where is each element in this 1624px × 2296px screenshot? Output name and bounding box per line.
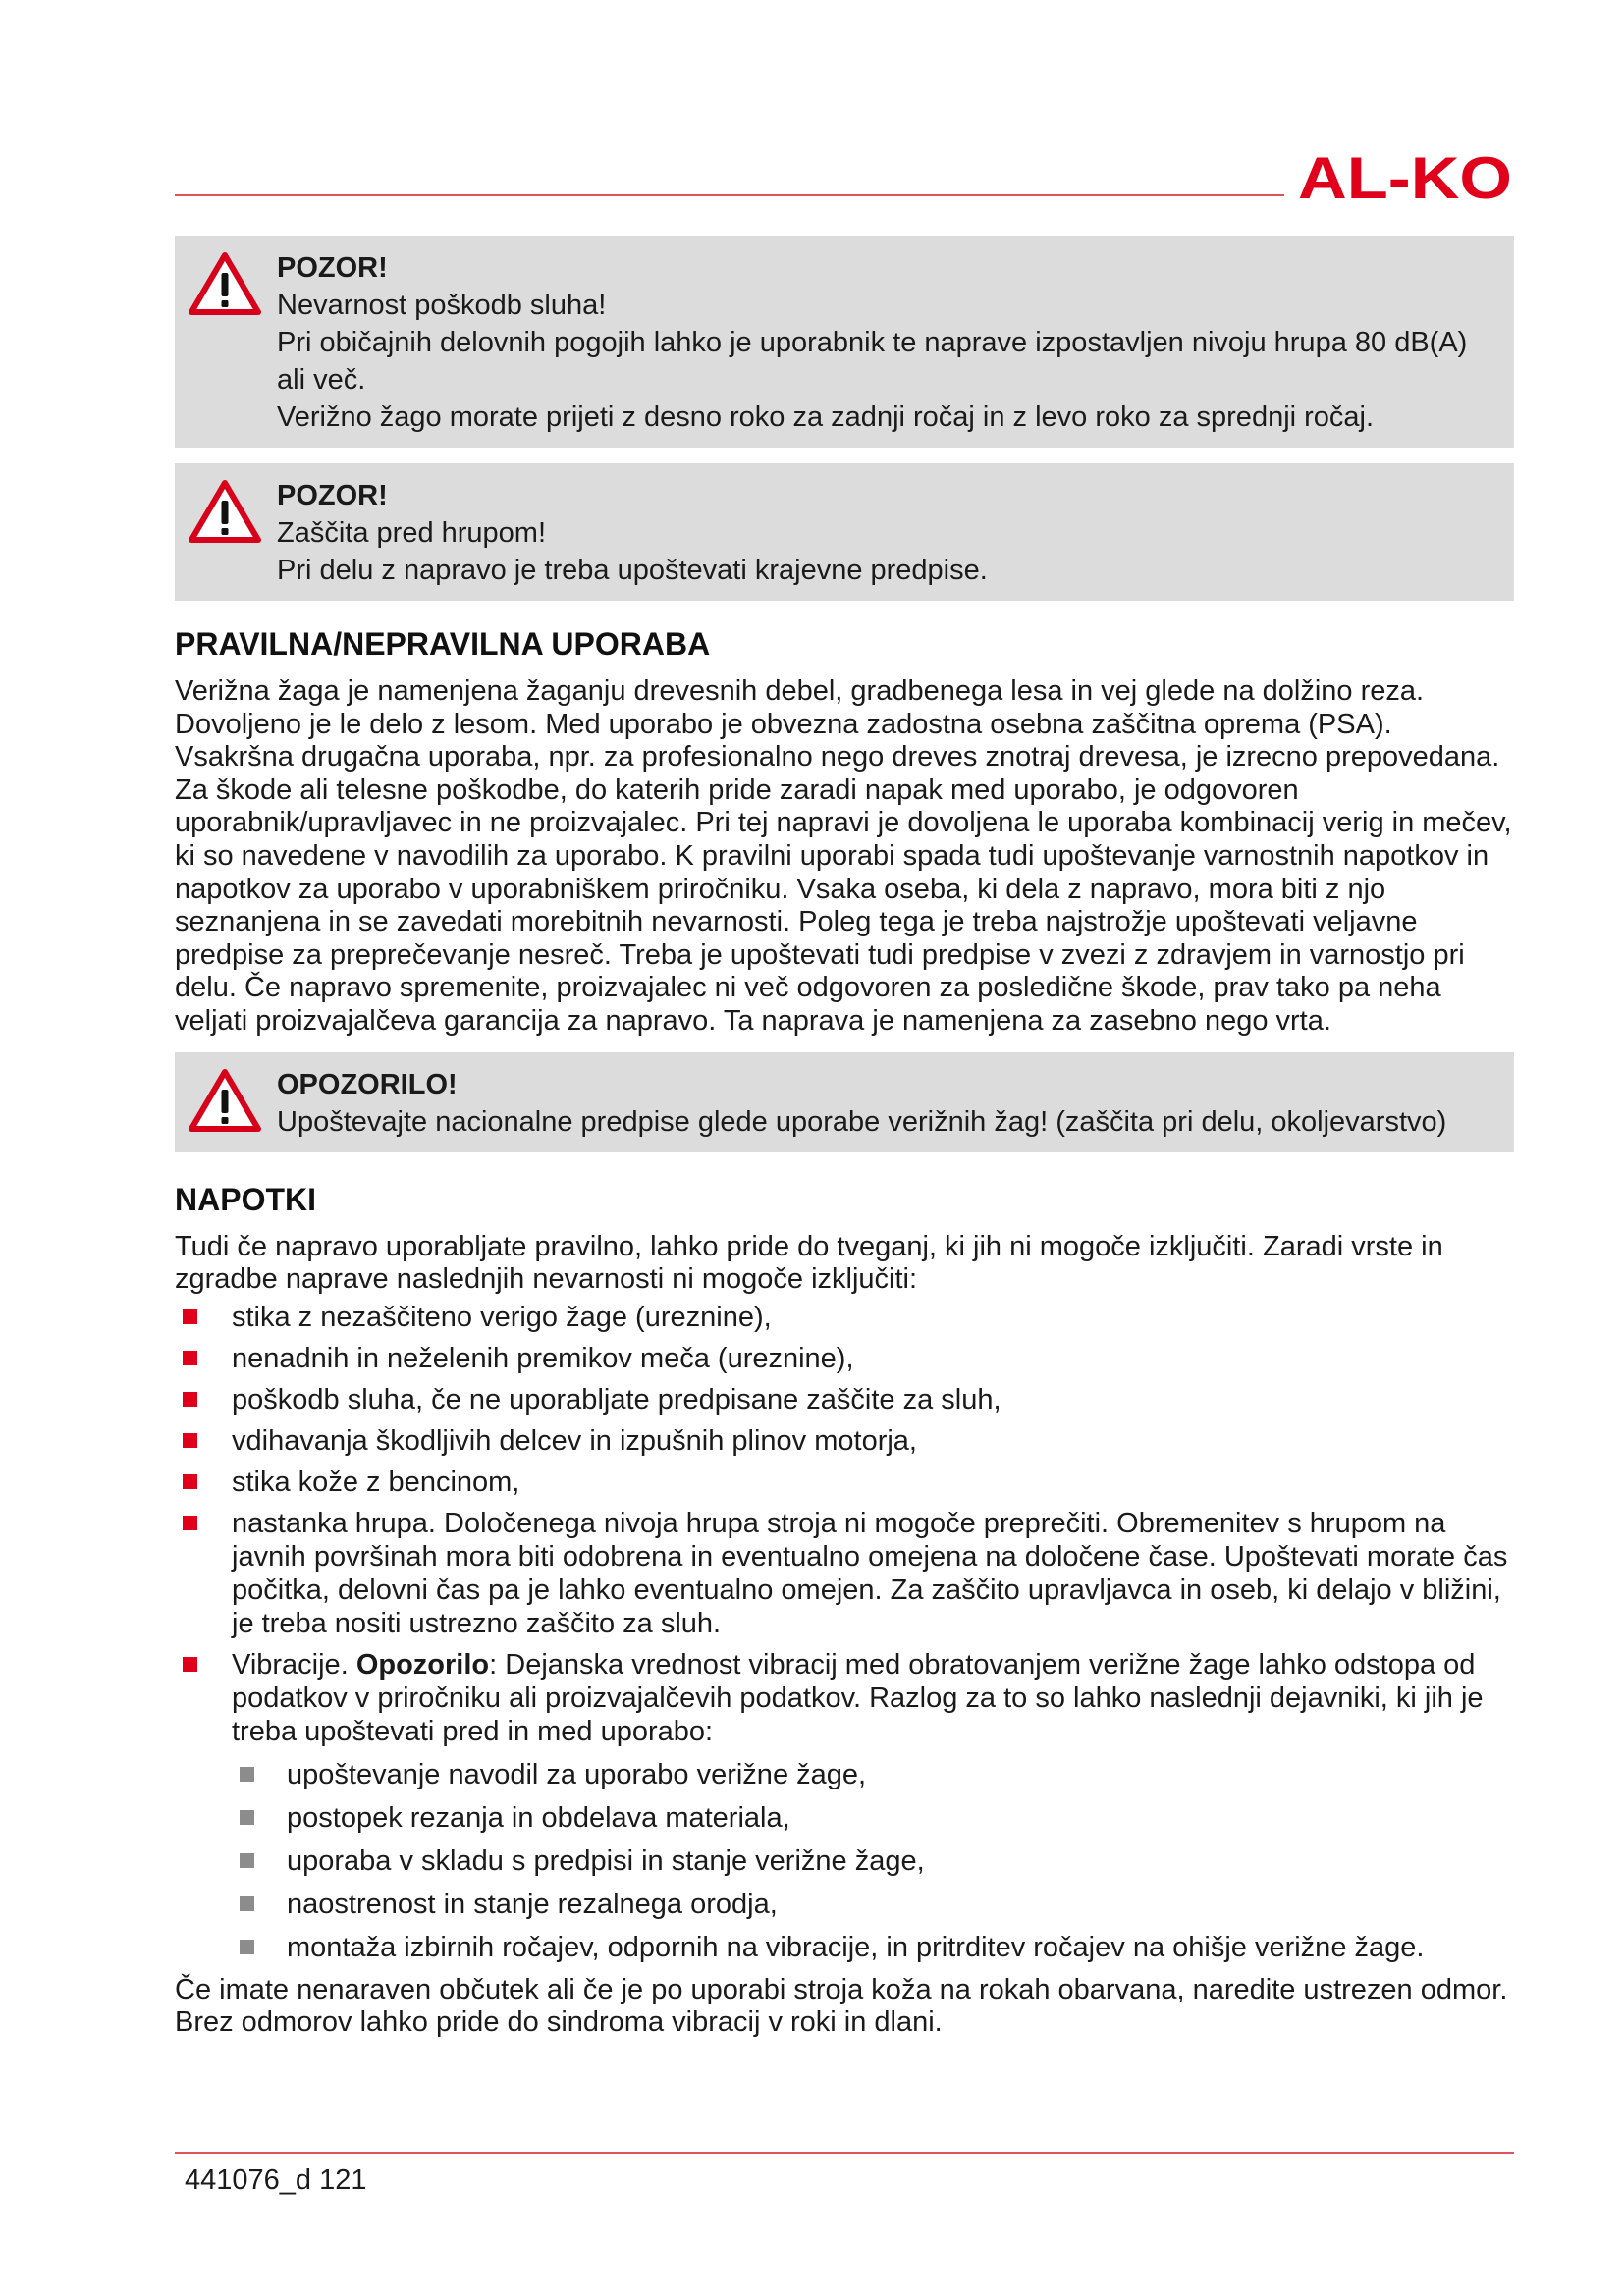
red-square-bullet-icon <box>183 1309 197 1324</box>
warning-triangle-icon <box>187 1066 263 1135</box>
vibration-factors-list <box>232 1758 1514 1964</box>
list-item: stika z nezaščiteno verigo žage (ureznine), <box>175 1301 1514 1334</box>
sub-list-item: montaža izbirnih ročajev, odpornih na vibracije, in pritrditev ročajev na ohišje verižne žage. <box>232 1931 1514 1964</box>
grey-square-bullet-icon <box>240 1940 254 1954</box>
notice-line: Pri običajnih delovnih pogojih lahko je uporabnik te naprave izpostavljen nivoju hrupa 80 dB(A) ali več. <box>277 327 1468 396</box>
list-item-vibration: Vibracije. Opozorilo: Dejanska vrednost vibracij med obratovanjem verižne žage lahko odstopa od podatkov v priročniku ali proizvajalčevih podatkov. Razlog za to so lahko naslednji dejavniki, ki jih je treba upoštevati pred in med uporabo: upoštevanje navodil za uporabo verižne žage, postopek rezanja in obdelava materiala, uporaba v skladu s predpisi in stanje verižne žage, naostrenost in stanje rezalnega orodja, montaža izbirnih ročajev, odpornih na vibracije, in pritrditev ročajev na ohišje verižne žage. <box>175 1648 1514 1964</box>
sub-list-item: naostrenost in stanje rezalnega orodja, <box>232 1888 1514 1921</box>
notice-line: Pri delu z napravo je treba upoštevati krajevne predpise. <box>277 555 988 586</box>
grey-square-bullet-icon <box>240 1810 254 1825</box>
notice-regulations <box>175 1052 1514 1152</box>
list-item: poškodb sluha, če ne uporabljate predpisane zaščite za sluh, <box>175 1383 1514 1416</box>
sub-list-item: postopek rezanja in obdelava materiala, <box>232 1801 1514 1835</box>
notice-title: OPOZORILO! <box>277 1068 458 1100</box>
notice-title: POZOR! <box>277 480 388 511</box>
red-square-bullet-icon <box>183 1433 197 1448</box>
notice-noise <box>175 463 1514 601</box>
header-rule <box>175 194 1284 196</box>
list-item: nenadnih in neželenih premikov meča (ureznine), <box>175 1342 1514 1375</box>
red-square-bullet-icon <box>183 1351 197 1365</box>
notice-line: Verižno žago morate prijeti z desno roko za zadnji ročaj in z levo roko za sprednji ročaj. <box>277 401 1375 433</box>
section-heading-usage: PRAVILNA/NEPRAVILNA UPORABA <box>175 626 711 662</box>
notice-line: Upoštevajte nacionalne predpise glede uporabe verižnih žag! (zaščita pri delu, okoljevarstvo) <box>277 1105 1447 1138</box>
warning-triangle-icon <box>187 477 263 546</box>
notice-title: POZOR! <box>277 252 388 284</box>
warning-label: Opozorilo <box>355 1648 490 1681</box>
warning-triangle-icon <box>187 249 263 318</box>
notice-line: Nevarnost poškodb sluha! <box>277 290 607 321</box>
grey-square-bullet-icon <box>240 1853 254 1868</box>
list-item: nastanka hrupa. Določenega nivoja hrupa stroja ni mogoče preprečiti. Obremenitev s hrupom na javnih površinah mora biti odobrena in eventualno omejena na določene čase. Upoštevati morate čas počitka, delovni čas pa je lahko eventualno omejen. Za zaščito upravljavca in oseb, ki delajo v bližini, je treba nositi ustrezno zaščito za sluh. <box>175 1507 1514 1640</box>
footer-rule <box>175 2152 1514 2154</box>
red-square-bullet-icon <box>183 1474 197 1489</box>
closing-paragraph: Če imate nenaraven občutek ali če je po uporabi stroja koža na rokah obarvana, naredite ustrezen odmor. Brez odmorov lahko pride do sindroma vibracij v roki in dlani. <box>175 1973 1508 2039</box>
risk-list <box>175 1301 1514 1964</box>
grey-square-bullet-icon <box>240 1896 254 1911</box>
svg-text:AL-KO: AL-KO <box>1298 147 1512 206</box>
notice-line: Zaščita pred hrupom! <box>277 517 547 549</box>
red-square-bullet-icon <box>183 1392 197 1407</box>
list-item: stika kože z bencinom, <box>175 1466 1514 1499</box>
section-heading-tips: NAPOTKI <box>175 1181 316 1217</box>
usage-paragraph: Verižna žaga je namenjena žaganju drevesnih debel, gradbenega lesa in vej glede na dolžino reza. Dovoljeno je le delo z lesom. Med uporabo je obvezna zadostna osebna zaščitna oprema (PSA). Vsakršna drugačna uporaba, npr. za profesionalno nego dreves znotraj drevesa, je izrecno prepovedana. Za škode ali telesne poškodbe, do katerih pride zaradi napak med uporabo, je odgovoren uporabnik/upravljavec in ne proizvajalec. Pri tej napravi je dovoljena le uporaba kombinacij verig in mečev, ki so navedene v navodilih za uporabo. K pravilni uporabi spada tudi upoštevanje varnostnih napotkov in napotkov za uporabo v uporabniškem priročniku. Vsaka oseba, ki dela z napravo, mora biti z njo seznanjena in se zavedati morebitnih nevarnosti. Poleg tega je treba najstrožje upoštevati veljavne predpise za preprečevanje nesreč. Treba je upoštevati tudi predpise v zvezi z zdravjem in varnostjo pri delu. Če napravo spremenite, proizvajalec ni več odgovoren za posledične škode, prav tako pa neha veljati proizvajalčeva garancija za napravo. Ta naprava je namenjena za zasebno nego vrta. <box>175 675 1512 1037</box>
grey-square-bullet-icon <box>240 1767 254 1782</box>
tips-intro: Tudi če napravo uporabljate pravilno, lahko pride do tveganj, ki jih ni mogoče izključiti. Zaradi vrste in zgradbe naprave naslednjih nevarnosti ni mogoče izključiti: <box>175 1230 1443 1296</box>
page-content <box>175 236 1514 2040</box>
alko-logo <box>1298 147 1514 206</box>
sub-list-item: upoštevanje navodil za uporabo verižne žage, <box>232 1758 1514 1791</box>
notice-hearing <box>175 236 1514 448</box>
red-square-bullet-icon <box>183 1657 197 1672</box>
page-number: 441076_d 121 <box>185 2164 367 2196</box>
list-item: vdihavanja škodljivih delcev in izpušnih plinov motorja, <box>175 1424 1514 1458</box>
sub-list-item: uporaba v skladu s predpisi in stanje verižne žage, <box>232 1844 1514 1878</box>
red-square-bullet-icon <box>183 1516 197 1530</box>
